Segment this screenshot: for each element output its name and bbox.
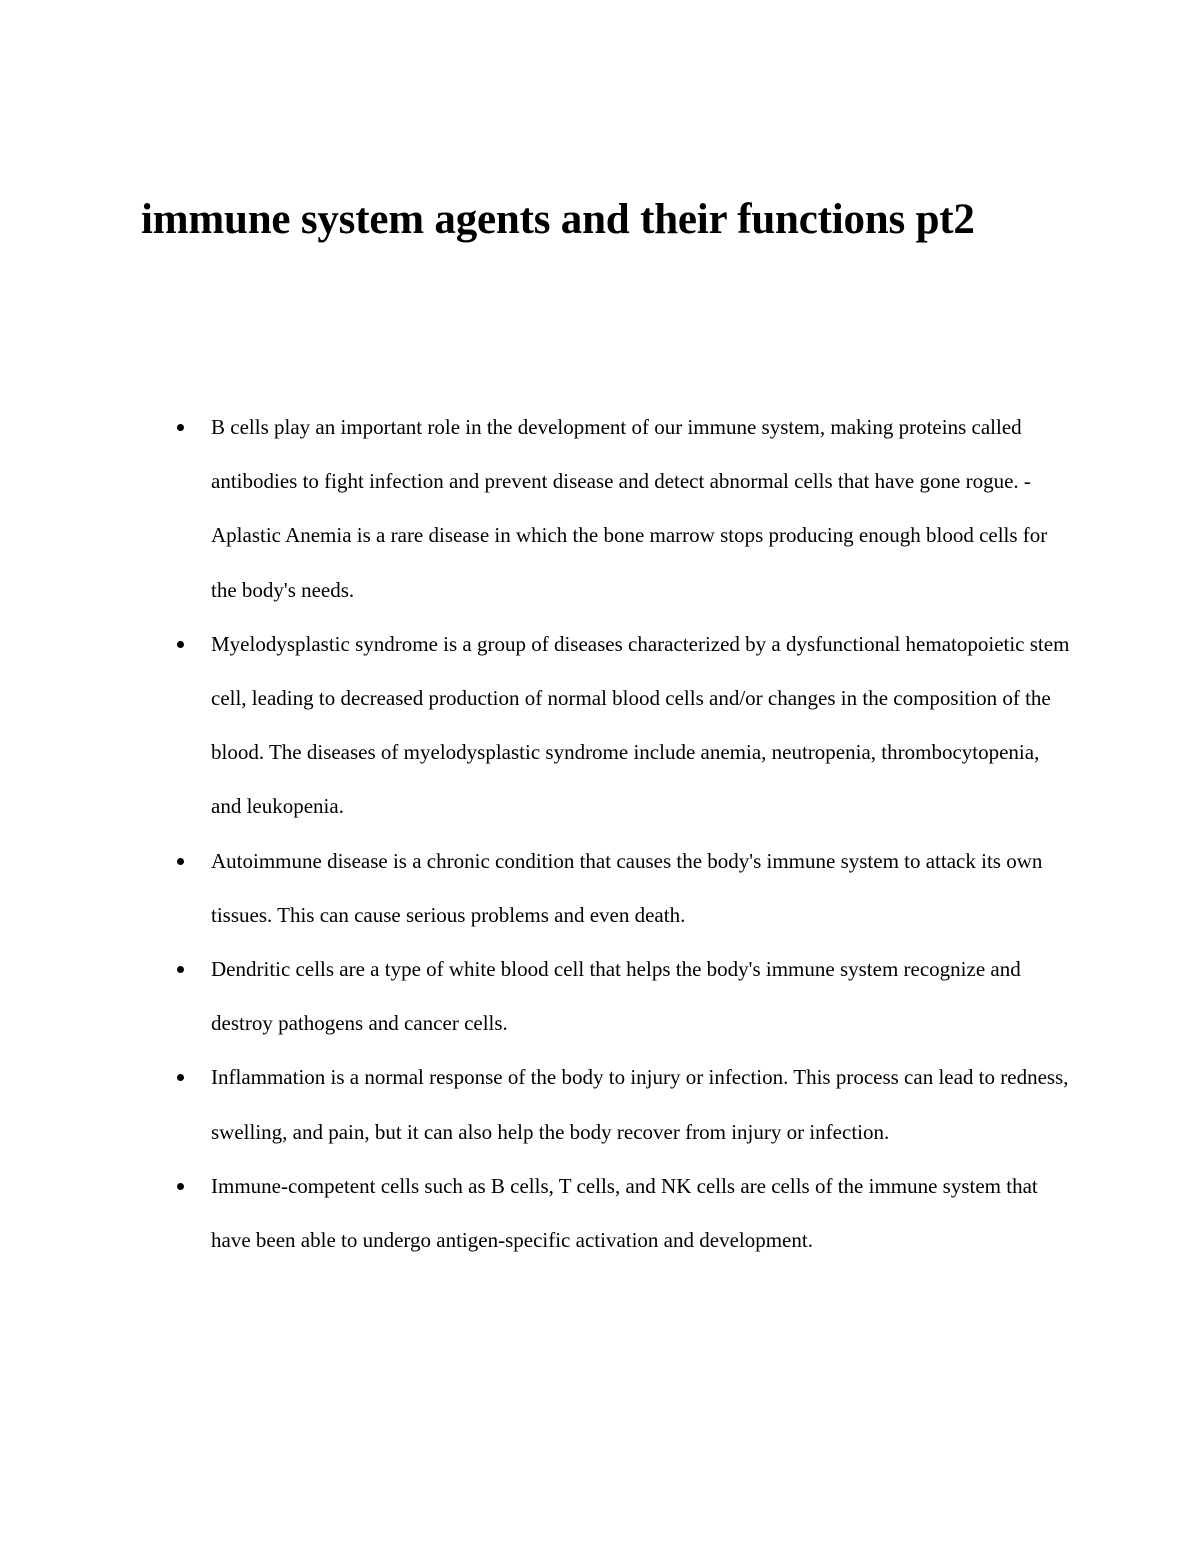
- list-item-text: Immune-competent cells such as B cells, T cells, and NK cells are cells of the immune system that have been able to undergo antigen-specific activation and development.: [211, 1173, 1038, 1253]
- bullet-icon: [177, 1183, 184, 1190]
- document-title: immune system agents and their functions pt2: [141, 196, 975, 243]
- list-item: [141, 617, 1071, 834]
- list-item: [141, 942, 1071, 1050]
- list-item: [141, 1159, 1071, 1267]
- list-item-text: Inflammation is a normal response of the body to injury or infection. This process can lead to redness, swelling, and pain, but it can also help the body recover from injury or infection.: [211, 1065, 1069, 1144]
- list-item: [141, 1050, 1071, 1158]
- list-item-text: Myelodysplastic syndrome is a group of diseases characterized by a dysfunctional hematopoietic stem cell, leading to decreased production of normal blood cells and/or changes in the composition of the blood. The diseases of myelodysplastic syndrome include anemia, neutropenia, thrombocytopenia, and leukopenia.: [211, 631, 1070, 819]
- list-item-text: Dendritic cells are a type of white blood cell that helps the body's immune system recognize and destroy pathogens and cancer cells.: [211, 957, 1021, 1036]
- bullet-icon: [177, 966, 184, 973]
- bullet-icon: [177, 641, 184, 648]
- list-item: [141, 400, 1071, 617]
- bullet-icon: [177, 1074, 184, 1081]
- list-item-text: Autoimmune disease is a chronic condition that causes the body's immune system to attack its own tissues. This can cause serious problems and even death.: [211, 848, 1043, 927]
- bullet-list: [141, 400, 1071, 1267]
- list-item: [141, 834, 1071, 942]
- list-item-text: B cells play an important role in the development of our immune system, making proteins called antibodies to fight infection and prevent disease and detect abnormal cells that have gone rogue. - Aplastic Anemia is a rare disease in which the bone marrow stops producing enough blood cells for the body's needs.: [211, 415, 1048, 602]
- bullet-icon: [177, 858, 184, 865]
- bullet-icon: [177, 424, 184, 431]
